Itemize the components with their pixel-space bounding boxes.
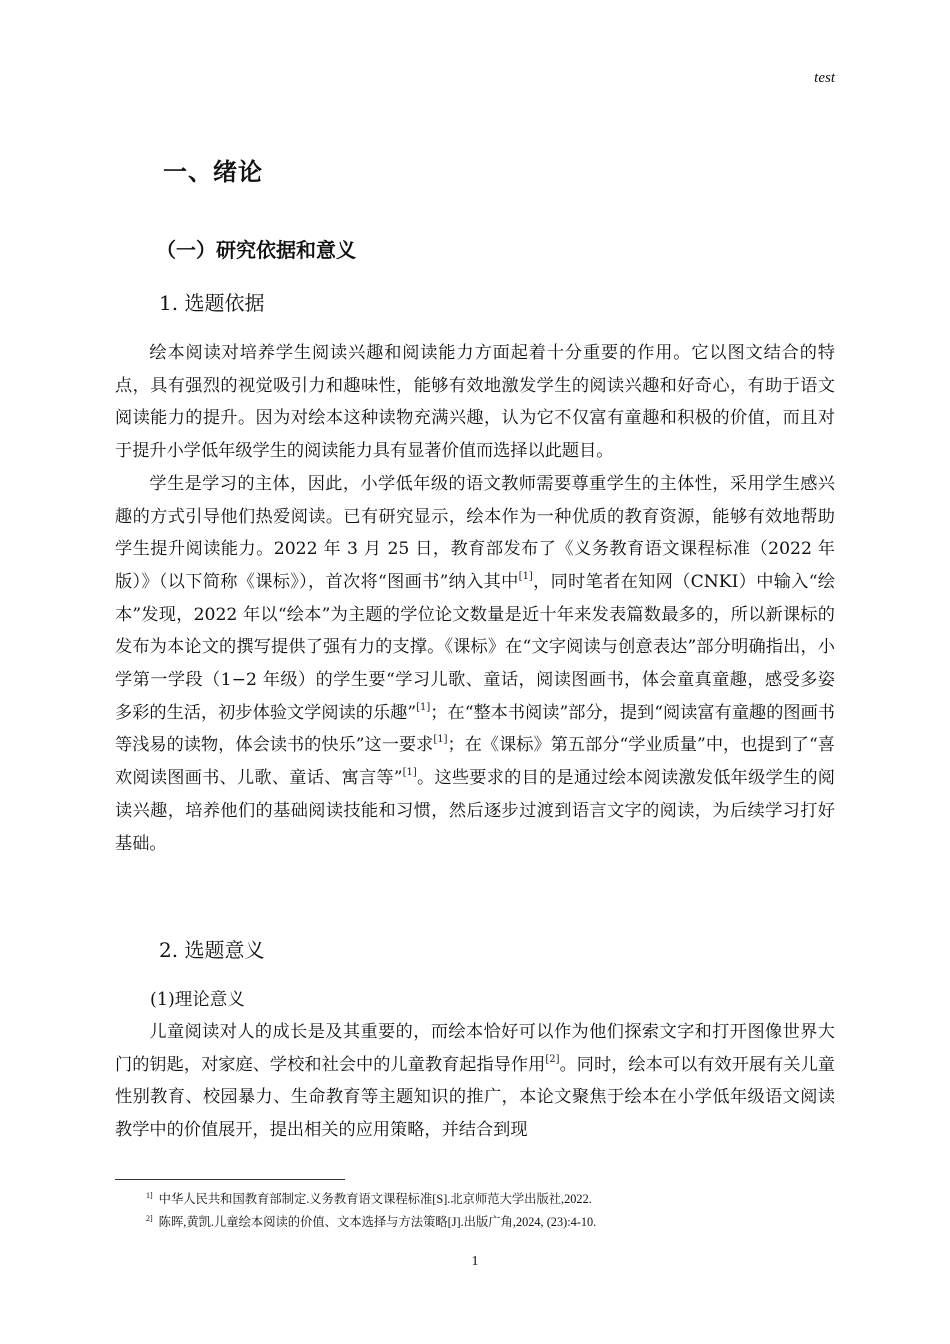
- body-text-1: [115, 337, 835, 860]
- subsection-heading-significance: 2. 选题意义: [159, 938, 265, 962]
- subsection-heading-basis: 1. 选题依据: [159, 291, 265, 315]
- body-text-2: [115, 1016, 835, 1147]
- page-number: 1: [471, 1254, 479, 1269]
- paragraph-1: 绘本阅读对培养学生阅读兴趣和阅读能力方面起着十分重要的作用。它以图文结合的特点，具有强烈的视觉吸引力和趣味性，能够有效地激发学生的阅读兴趣和好奇心，有助于语文阅读能力的提升。因为对绘本这种读物充满兴趣，认为它不仅富有童趣和积极的价值，而且对于提升小学低年级学生的阅读能力具有显著价值而选择以此题目。: [115, 343, 835, 462]
- paragraph-2: [115, 468, 835, 860]
- running-header: test: [814, 70, 835, 86]
- paragraph-2-text-3: ；在“整本书阅读”部分，提到“阅读富有童趣的图画书等浅易的读物，体会读书的快乐”这一要求: [115, 702, 835, 756]
- footnote-1: [146, 1189, 592, 1207]
- footnote-mark: 1]: [146, 1191, 153, 1200]
- footnote-2: [146, 1212, 596, 1230]
- paragraph-3-text-2: 。同时，绘本可以有效开展有关儿童性别教育、校园暴力、生命教育等主题知识的推广，本论文聚焦于绘本在小学低年级语文阅读教学中的价值展开，提出相关的应用策略，并结合到现: [115, 1054, 835, 1141]
- citation-ref[interactable]: [1]: [518, 570, 533, 582]
- section-heading: （一）研究依据和意义: [156, 238, 356, 262]
- footnote-text: 中华人民共和国教育部制定.义务教育语文课程标准[S].北京师范大学出版社,2022.: [158, 1192, 592, 1206]
- paragraph-2-text-4: ；在《课标》第五部分“学业质量”中，也提到了“喜欢阅读图画书、儿歌、童话、寓言等”: [115, 735, 835, 789]
- footnote-mark: 2]: [146, 1214, 153, 1223]
- citation-ref[interactable]: [1]: [416, 701, 431, 713]
- subsubsection-heading: (1)理论意义: [150, 990, 245, 1010]
- paragraph-2-text-1: 学生是学习的主体，因此，小学低年级的语文教师需要尊重学生的主体性，采用学生感兴趣的方式引导他们热爱阅读。已有研究显示，绘本作为一种优质的教育资源，能够有效地帮助学生提升阅读能力。2022 年 3 月 25 日，教育部发布了《义务教育语文课程标准（2022 年版）》（以下简称《课标》），首次将“图画书”纳入其中: [115, 473, 835, 592]
- footnote-text: 陈晖,黄凯.儿童绘本阅读的价值、文本选择与方法策略[J].出版广角,2024, (23):4-10.: [158, 1215, 597, 1229]
- footnote-separator: [115, 1179, 345, 1180]
- citation-ref[interactable]: [2]: [545, 1053, 560, 1065]
- chapter-heading: 一、绪论: [163, 158, 263, 186]
- citation-ref[interactable]: [1]: [402, 767, 417, 779]
- paragraph-3-text-1: 儿童阅读对人的成长是及其重要的，而绘本恰好可以作为他们探索文字和打开图像世界大门的钥匙，对家庭、学校和社会中的儿童教育起指导作用: [115, 1022, 835, 1075]
- paragraph-2-text-5: 。这些要求的目的是通过绘本阅读激发低年级学生的阅读兴趣，培养他们的基础阅读技能和习惯，然后逐步过渡到语言文字的阅读，为后续学习打好基础。: [115, 768, 835, 854]
- citation-ref[interactable]: [1]: [433, 734, 448, 746]
- paragraph-3: [115, 1016, 835, 1147]
- paragraph-2-text-2: ，同时笔者在知网（CNKI）中输入“绘本”发现，2022 年以“绘本”为主题的学位论文数量是近十年来发表篇数最多的，所以新课标的发布为本论文的撰写提供了强有力的支撑。《课标》在“文字阅读与创意表达”部分明确指出，小学第一学段（1−2 年级）的学生要“学习儿歌、童话，阅读图画书，体会童真童趣，感受多姿多彩的生活，初步体验文学阅读的乐趣”: [115, 571, 835, 723]
